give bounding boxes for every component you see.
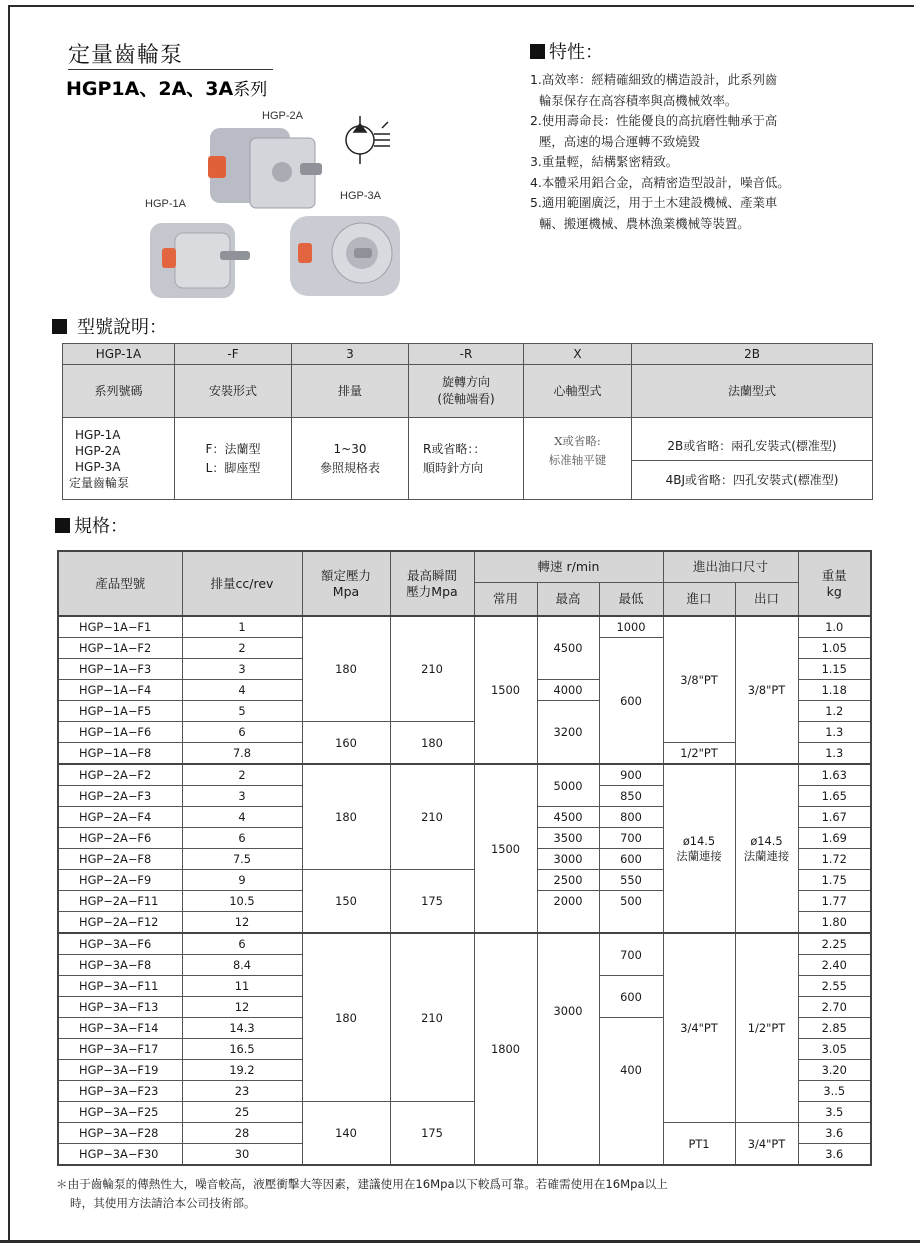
series-item: HGP-3A — [75, 459, 121, 474]
feature-item — [530, 152, 860, 173]
feature-line: 4.本體采用鋁合金，高精密造型設計，噪音低。 — [530, 174, 790, 190]
cell-displacement: 8.4 — [182, 955, 302, 976]
footnote — [56, 1175, 886, 1213]
cell-max-pressure: 175 — [390, 1102, 474, 1166]
title-divider — [68, 69, 273, 70]
spec-table — [57, 550, 872, 1166]
cell-weight: 3.5 — [798, 1102, 871, 1123]
cell-speed-min: 500 — [599, 891, 663, 934]
pump-3a-image — [290, 216, 400, 296]
cell-model: HGP−3A−F14 — [58, 1018, 182, 1039]
header-speed-normal: 常用 — [474, 583, 537, 617]
series-item: 定量齒輪泵 — [69, 475, 130, 490]
table-row — [58, 764, 871, 786]
port-out-type: 法蘭連接 — [743, 848, 790, 863]
rotation-desc: 順時針方向 — [423, 460, 484, 475]
cell-displacement: 3 — [182, 786, 302, 807]
cell-displacement: 1 — [182, 616, 302, 638]
cell-rated-pressure: 150 — [302, 870, 390, 934]
feature-line: 1.高效率：經精確細致的構造設計，此系列齒 — [530, 72, 778, 87]
cell-weight: 1.3 — [798, 722, 871, 743]
label-rotation-main: 旋轉方向 — [441, 375, 490, 389]
spec-group-2a — [58, 764, 871, 933]
feature-item — [530, 70, 860, 111]
series-title-models: HGP1A、2A、3A — [66, 78, 234, 100]
label-flange: 法蘭型式 — [632, 365, 873, 418]
label-series: 系列號碼 — [63, 365, 175, 418]
cell-model: HGP−1A−F2 — [58, 638, 182, 659]
cell-speed-max: 2000 — [537, 891, 599, 934]
cell-displacement: 4 — [182, 807, 302, 828]
cell-displacement: 7.5 — [182, 849, 302, 870]
model-code-row — [63, 344, 873, 365]
pump-label-2a: HGP-2A — [262, 110, 303, 122]
square-bullet-icon — [530, 44, 545, 59]
header-speed: 轉速 r/min — [474, 551, 663, 583]
header-speed-max: 最高 — [537, 583, 599, 617]
cell-speed-max: 3500 — [537, 828, 599, 849]
cell-model: HGP−2A−F4 — [58, 807, 182, 828]
cell-displacement: 9 — [182, 870, 302, 891]
flange-option-2b: 2B或省略：兩孔安裝式(標准型) — [632, 418, 873, 461]
pump-label-3a: HGP-3A — [340, 190, 381, 202]
features-section — [530, 38, 860, 234]
cell-speed-max: 4000 — [537, 680, 599, 701]
label-displacement: 排量 — [292, 365, 409, 418]
model-heading — [52, 313, 167, 339]
cell-weight: 1.67 — [798, 807, 871, 828]
cell-speed-normal: 1800 — [474, 933, 537, 1165]
cell-model: HGP−1A−F3 — [58, 659, 182, 680]
mount-option: F：法蘭型 — [205, 441, 261, 456]
code-displacement: 3 — [292, 344, 409, 365]
cell-port-in — [663, 764, 735, 933]
cell-speed-min: 600 — [599, 638, 663, 765]
model-label-row — [63, 365, 873, 418]
label-mount: 安裝形式 — [175, 365, 292, 418]
cell-weight: 1.18 — [798, 680, 871, 701]
shaft-desc: 标准轴平键 — [548, 453, 607, 467]
cell-speed-min: 800 — [599, 807, 663, 828]
code-rotation: -R — [409, 344, 524, 365]
code-shaft: X — [524, 344, 632, 365]
cell-speed-min: 1000 — [599, 616, 663, 638]
cell-displacement: 10.5 — [182, 891, 302, 912]
features-heading-text: 特性： — [549, 42, 603, 63]
series-item: HGP-1A — [75, 427, 121, 442]
cell-port-out: 1/2"PT — [735, 933, 798, 1123]
cell-rated-pressure: 180 — [302, 616, 390, 722]
series-item: HGP-2A — [75, 443, 121, 458]
cell-displacement: 14.3 — [182, 1018, 302, 1039]
label-rotation-sub: (從軸端看) — [437, 392, 495, 406]
cell-port-out: 3/8"PT — [735, 616, 798, 764]
desc-displacement — [292, 418, 409, 500]
rotation-option: R或省略：： — [423, 441, 486, 456]
cell-weight: 2.40 — [798, 955, 871, 976]
cell-displacement: 25 — [182, 1102, 302, 1123]
cell-speed-normal: 1500 — [474, 616, 537, 764]
spec-heading — [55, 512, 128, 538]
cell-port-in: 3/8"PT — [663, 616, 735, 743]
cell-displacement: 2 — [182, 764, 302, 786]
table-row — [58, 933, 871, 955]
spec-heading-text: 規格： — [74, 516, 128, 537]
cell-rated-pressure: 180 — [302, 764, 390, 870]
page-frame-bottom — [0, 1240, 920, 1243]
label-rotation — [409, 365, 524, 418]
spec-group-1a — [58, 616, 871, 764]
cell-displacement: 16.5 — [182, 1039, 302, 1060]
header-rated-pressure — [302, 551, 390, 616]
header-max-pressure-label: 最高瞬間 — [406, 567, 457, 583]
pump-label-1a: HGP-1A — [145, 198, 186, 210]
cell-weight: 2.55 — [798, 976, 871, 997]
feature-item — [530, 173, 860, 194]
header-rated-pressure-unit: Mpa — [332, 583, 360, 599]
page-title: 定量齒輪泵 — [68, 43, 184, 68]
cell-max-pressure: 175 — [390, 870, 474, 934]
cell-speed-max: 3000 — [537, 933, 599, 1165]
square-bullet-icon — [55, 518, 70, 533]
cell-speed-min: 700 — [599, 933, 663, 976]
feature-item — [530, 193, 860, 234]
cell-speed-min: 600 — [599, 849, 663, 870]
cell-model: HGP−3A−F17 — [58, 1039, 182, 1060]
cell-port-in: 1/2"PT — [663, 743, 735, 765]
header-port-out: 出口 — [735, 583, 798, 617]
cell-speed-max: 2500 — [537, 870, 599, 891]
model-code-table — [62, 343, 873, 500]
cell-model: HGP−2A−F6 — [58, 828, 182, 849]
cell-model: HGP−1A−F5 — [58, 701, 182, 722]
cell-max-pressure: 210 — [390, 616, 474, 722]
cell-speed-max: 5000 — [537, 764, 599, 807]
port-in-type: 法蘭連接 — [676, 848, 722, 863]
features-list — [530, 70, 860, 234]
cell-speed-min: 850 — [599, 786, 663, 807]
cell-max-pressure: 210 — [390, 933, 474, 1102]
cell-weight: 3.20 — [798, 1060, 871, 1081]
cell-weight: 3.05 — [798, 1039, 871, 1060]
port-in-size: ø14.5 — [682, 833, 716, 848]
cell-model: HGP−2A−F2 — [58, 764, 182, 786]
cell-displacement: 12 — [182, 912, 302, 934]
cell-speed-max: 4500 — [537, 807, 599, 828]
cell-weight: 2.25 — [798, 933, 871, 955]
feature-line-cont: 輪泵保存在高容積率與高機械效率。 — [539, 92, 738, 108]
cell-weight: 3.6 — [798, 1123, 871, 1144]
cell-speed-min: 400 — [599, 1018, 663, 1166]
desc-shaft — [524, 418, 632, 500]
shaft-option: X或省略: — [554, 434, 601, 448]
cell-weight: 3.6 — [798, 1144, 871, 1166]
cell-displacement: 2 — [182, 638, 302, 659]
cell-speed-normal: 1500 — [474, 764, 537, 933]
cell-model: HGP−3A−F13 — [58, 997, 182, 1018]
cell-port-in: PT1 — [663, 1123, 735, 1166]
cell-weight: 1.75 — [798, 870, 871, 891]
header-max-pressure-unit: 壓力Mpa — [406, 583, 458, 599]
cell-model: HGP−1A−F4 — [58, 680, 182, 701]
pump-1a-image — [150, 223, 250, 298]
cell-rated-pressure: 140 — [302, 1102, 390, 1166]
cell-displacement: 11 — [182, 976, 302, 997]
cell-model: HGP−3A−F19 — [58, 1060, 182, 1081]
flange-option-4bj: 4BJ或省略：四孔安裝式(標准型) — [632, 461, 873, 500]
header-weight-unit: kg — [826, 583, 842, 599]
mount-option: L：脚座型 — [205, 460, 261, 475]
cell-model: HGP−3A−F23 — [58, 1081, 182, 1102]
cell-displacement: 4 — [182, 680, 302, 701]
cell-displacement: 28 — [182, 1123, 302, 1144]
cell-weight: 1.72 — [798, 849, 871, 870]
series-title-suffix: 系列 — [233, 80, 268, 100]
cell-model: HGP−2A−F12 — [58, 912, 182, 934]
spec-group-3a — [58, 933, 871, 1165]
footnote-line-1: ＊由于齒輪泵的傳熱性大，噪音較高，液壓衝擊大等因素，建議使用在16Mpa以下較爲可靠。若確需使用在16Mpa以上 — [56, 1177, 668, 1191]
cell-displacement: 3 — [182, 659, 302, 680]
cell-rated-pressure: 180 — [302, 933, 390, 1102]
cell-displacement: 12 — [182, 997, 302, 1018]
cell-displacement: 19.2 — [182, 1060, 302, 1081]
cell-speed-max: 3200 — [537, 701, 599, 765]
cell-model: HGP−2A−F11 — [58, 891, 182, 912]
header-speed-min: 最低 — [599, 583, 663, 617]
cell-speed-max: 3000 — [537, 849, 599, 870]
cell-displacement: 5 — [182, 701, 302, 722]
cell-rated-pressure: 160 — [302, 722, 390, 765]
code-mount: -F — [175, 344, 292, 365]
cell-displacement: 6 — [182, 933, 302, 955]
displacement-note: 參照規格表 — [319, 460, 380, 475]
label-shaft: 心軸型式 — [524, 365, 632, 418]
cell-model: HGP−1A−F1 — [58, 616, 182, 638]
cell-speed-min: 700 — [599, 828, 663, 849]
port-out-size: ø14.5 — [750, 833, 783, 848]
cell-speed-min: 900 — [599, 764, 663, 786]
square-bullet-icon — [52, 319, 67, 334]
cell-model: HGP−3A−F11 — [58, 976, 182, 997]
desc-series — [63, 418, 175, 500]
cell-speed-max: 4500 — [537, 616, 599, 680]
header-max-pressure — [390, 551, 474, 616]
features-heading — [530, 38, 860, 64]
product-photo — [140, 108, 410, 308]
cell-model: HGP−2A−F8 — [58, 849, 182, 870]
cell-port-out — [735, 764, 798, 933]
feature-line: 2.使用壽命長：性能優良的高抗磨性軸承于高 — [530, 113, 778, 128]
table-row — [58, 616, 871, 638]
cell-weight: 1.63 — [798, 764, 871, 786]
cell-model: HGP−2A−F9 — [58, 870, 182, 891]
cell-displacement: 6 — [182, 828, 302, 849]
cell-model: HGP−3A−F30 — [58, 1144, 182, 1166]
model-heading-text: 型號說明： — [77, 317, 167, 338]
cell-model: HGP−3A−F8 — [58, 955, 182, 976]
feature-item — [530, 111, 860, 152]
cell-weight: 1.2 — [798, 701, 871, 722]
footnote-line-2: 時，其使用方法請洽本公司技術部。 — [70, 1196, 256, 1210]
feature-line: 5.適用範圍廣泛，用于土木建設機械、產業車 — [530, 195, 778, 210]
displacement-range: 1~30 — [333, 441, 367, 456]
cell-displacement: 6 — [182, 722, 302, 743]
feature-line-cont: 輛、搬運機械、農林漁業機械等裝置。 — [539, 215, 750, 231]
cell-model: HGP−1A−F6 — [58, 722, 182, 743]
code-series: HGP-1A — [63, 344, 175, 365]
header-weight — [798, 551, 871, 616]
feature-line-cont: 壓，高速的場合運轉不致燒毀 — [539, 133, 701, 149]
desc-mount — [175, 418, 292, 500]
cell-displacement: 7.8 — [182, 743, 302, 765]
series-title — [66, 74, 267, 101]
cell-displacement: 23 — [182, 1081, 302, 1102]
cell-speed-min: 600 — [599, 976, 663, 1018]
cell-max-pressure: 210 — [390, 764, 474, 870]
hydraulic-pump-symbol-icon — [346, 116, 390, 164]
cell-weight: 1.05 — [798, 638, 871, 659]
cell-weight: 2.70 — [798, 997, 871, 1018]
header-model: 產品型號 — [58, 551, 182, 616]
cell-weight: 3..5 — [798, 1081, 871, 1102]
cell-model: HGP−1A−F8 — [58, 743, 182, 765]
cell-weight: 1.77 — [798, 891, 871, 912]
feature-line: 3.重量輕，結構緊密精致。 — [530, 154, 679, 169]
header-rated-pressure-label: 額定壓力 — [320, 567, 371, 583]
cell-max-pressure: 180 — [390, 722, 474, 765]
cell-weight: 1.69 — [798, 828, 871, 849]
desc-rotation — [409, 418, 524, 500]
header-port: 進出油口尺寸 — [663, 551, 798, 583]
cell-model: HGP−3A−F6 — [58, 933, 182, 955]
code-flange: 2B — [632, 344, 873, 365]
header-displacement: 排量cc/rev — [182, 551, 302, 616]
cell-model: HGP−3A−F25 — [58, 1102, 182, 1123]
cell-weight: 1.80 — [798, 912, 871, 934]
model-desc-row-1 — [63, 418, 873, 461]
cell-weight: 1.0 — [798, 616, 871, 638]
cell-weight: 2.85 — [798, 1018, 871, 1039]
spec-table-header — [58, 551, 871, 616]
cell-weight: 1.15 — [798, 659, 871, 680]
header-weight-label: 重量 — [821, 567, 847, 583]
pump-2a-image — [208, 128, 322, 208]
cell-speed-min: 550 — [599, 870, 663, 891]
cell-weight: 1.3 — [798, 743, 871, 765]
cell-port-in: 3/4"PT — [663, 933, 735, 1123]
header-port-in: 進口 — [663, 583, 735, 617]
cell-port-out: 3/4"PT — [735, 1123, 798, 1166]
cell-model: HGP−2A−F3 — [58, 786, 182, 807]
cell-model: HGP−3A−F28 — [58, 1123, 182, 1144]
cell-displacement: 30 — [182, 1144, 302, 1166]
cell-weight: 1.65 — [798, 786, 871, 807]
